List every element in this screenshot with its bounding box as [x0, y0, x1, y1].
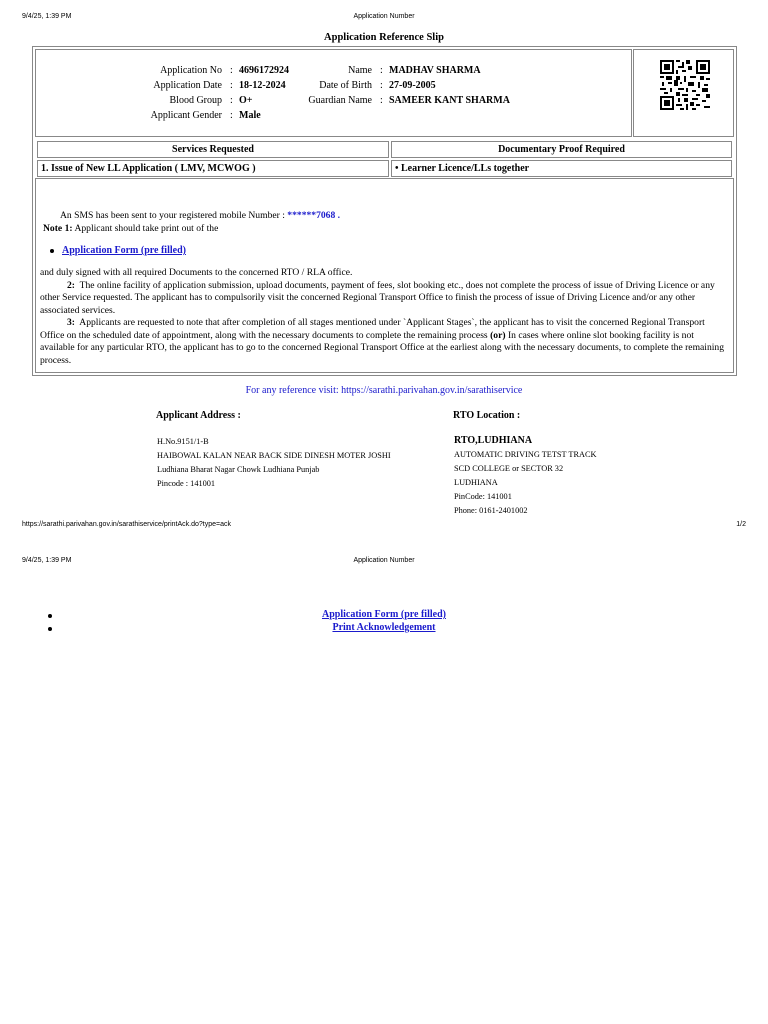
gender-label: Applicant Gender: [150, 110, 222, 121]
signed-line: and duly signed with all required Documents to the concerned RTO / RLA office.: [40, 267, 353, 278]
rto-line: AUTOMATIC DRIVING TETST TRACK: [454, 450, 597, 459]
services-table: [35, 139, 734, 179]
applicant-address-title: Applicant Address :: [156, 410, 241, 421]
colon: :: [230, 95, 233, 106]
qr-code-icon: [660, 60, 710, 110]
address-line: Ludhiana Bharat Nagar Chowk Ludhiana Punjab: [157, 465, 320, 474]
colon: :: [380, 80, 383, 91]
table-row: [37, 160, 732, 177]
colon: :: [230, 80, 233, 91]
print-url: https://sarathi.parivahan.gov.in/sarathiservice/printAck.do?type=ack: [22, 521, 232, 528]
services-requested-header: Services Requested: [37, 141, 389, 158]
rto-pincode: PinCode: 141001: [454, 492, 512, 501]
print-page-title-page2: Application Number: [353, 557, 415, 564]
rto-line: LUDHIANA: [454, 478, 498, 487]
print-datetime: 9/4/25, 1:39 PM: [22, 13, 72, 20]
form-link-item: [50, 245, 186, 256]
guardian-label: Guardian Name: [308, 95, 372, 106]
guardian-value: SAMEER KANT SHARMA: [389, 95, 510, 106]
name-label: Name: [348, 65, 372, 76]
services-header-row: [37, 141, 732, 158]
rto-location: [454, 434, 597, 518]
blood-group-label: Blood Group: [169, 95, 222, 106]
note3-text-a: Applicants are requested to note that after completion of all stages mentioned under `Applicant Stages`, the applicant has to visit the concerned Regional Transport Office on the scheduled date of appointment, along with the necessary documents to complete the remaining process: [40, 317, 705, 341]
application-no-value: 4696172924: [239, 65, 289, 76]
info-row-4: [36, 109, 626, 123]
rto-location-title: RTO Location :: [453, 410, 521, 421]
info-row-3: [36, 94, 626, 108]
address-pincode: Pincode : 141001: [157, 479, 216, 488]
service-cell: 1. Issue of New LL Application ( LMV, MCWOG ): [37, 160, 389, 177]
colon: :: [230, 110, 233, 121]
note3-label: 3:: [67, 317, 75, 328]
print-datetime-page2: 9/4/25, 1:39 PM: [22, 557, 72, 564]
bullet-icon: [50, 249, 54, 253]
colon: :: [380, 65, 383, 76]
note2-label: 2:: [67, 279, 75, 291]
info-row-2: [36, 79, 626, 93]
print-acknowledgement-link[interactable]: Print Acknowledgement: [332, 622, 436, 633]
reference-line: For any reference visit: https://sarathi.parivahan.gov.in/sarathiservice: [245, 385, 523, 396]
note3-or: (or): [490, 329, 506, 341]
rto-line: SCD COLLEGE or SECTOR 32: [454, 464, 564, 473]
colon: :: [230, 65, 233, 76]
note1-label: Note 1:: [43, 222, 73, 234]
rto-phone: Phone: 0161-2401002: [454, 506, 528, 515]
print-page-title: Application Number: [353, 13, 415, 20]
proof-cell: • Learner Licence/LLs together: [391, 160, 732, 177]
address-line: HAIBOWAL KALAN NEAR BACK SIDE DINESH MOTER JOSHI: [157, 451, 391, 460]
list-item: [0, 609, 768, 622]
notes-box: [35, 178, 734, 373]
info-row-1: [36, 64, 626, 78]
note1-text: Applicant should take print out of the: [74, 222, 219, 234]
note2-text: The online facility of application submission, upload documents, payment of fees, slot booking etc., does not complete the process of issue of Driving Licence or any other Service requested. The applicant has to compulsorily visit the concerned Regional Transport Office to finish the process of issue of Driving Licence and/or any other associated services.: [40, 279, 715, 316]
applicant-info-box: [35, 49, 632, 137]
application-form-link[interactable]: Application Form (pre filled): [62, 245, 186, 256]
slip-title: Application Reference Slip: [324, 32, 444, 43]
note3-text-b: In cases where online slot booking facility is not available for any particular RTO, the applicant has to go to the concerned Regional Transport Office at the earliest along with the necessary documents, to complete the remaining process.: [40, 329, 725, 366]
note1-line: [40, 223, 730, 236]
note3-paragraph: [40, 317, 730, 367]
gender-value: Male: [239, 110, 261, 121]
sms-text: An SMS has been sent to your registered mobile Number :: [60, 210, 285, 221]
applicant-address: [157, 435, 391, 491]
application-form-link-page2[interactable]: Application Form (pre filled): [322, 609, 446, 620]
dob-label: Date of Birth: [319, 80, 372, 91]
slip-frame: [32, 46, 737, 376]
qr-box: [633, 49, 734, 137]
name-value: MADHAV SHARMA: [389, 65, 481, 76]
page2-link-list: [0, 609, 768, 635]
notes-content: [40, 210, 730, 367]
documentary-proof-header: Documentary Proof Required: [391, 141, 732, 158]
dob-value: 27-09-2005: [389, 80, 436, 91]
print-page-number: 1/2: [736, 521, 746, 528]
application-date-value: 18-12-2024: [239, 80, 286, 91]
bullet-icon: [48, 614, 52, 618]
application-date-label: Application Date: [153, 80, 222, 91]
rto-name: RTO,LUDHIANA: [454, 435, 533, 446]
sms-number: ******7068 .: [287, 210, 341, 221]
blood-group-value: O+: [239, 95, 253, 106]
sms-line: [40, 210, 730, 223]
note2-paragraph: [40, 280, 730, 318]
colon: :: [380, 95, 383, 106]
list-item: [0, 622, 768, 635]
bullet-icon: [48, 627, 52, 631]
application-no-label: Application No: [160, 65, 222, 76]
address-line: H.No.9151/1-B: [157, 437, 209, 446]
